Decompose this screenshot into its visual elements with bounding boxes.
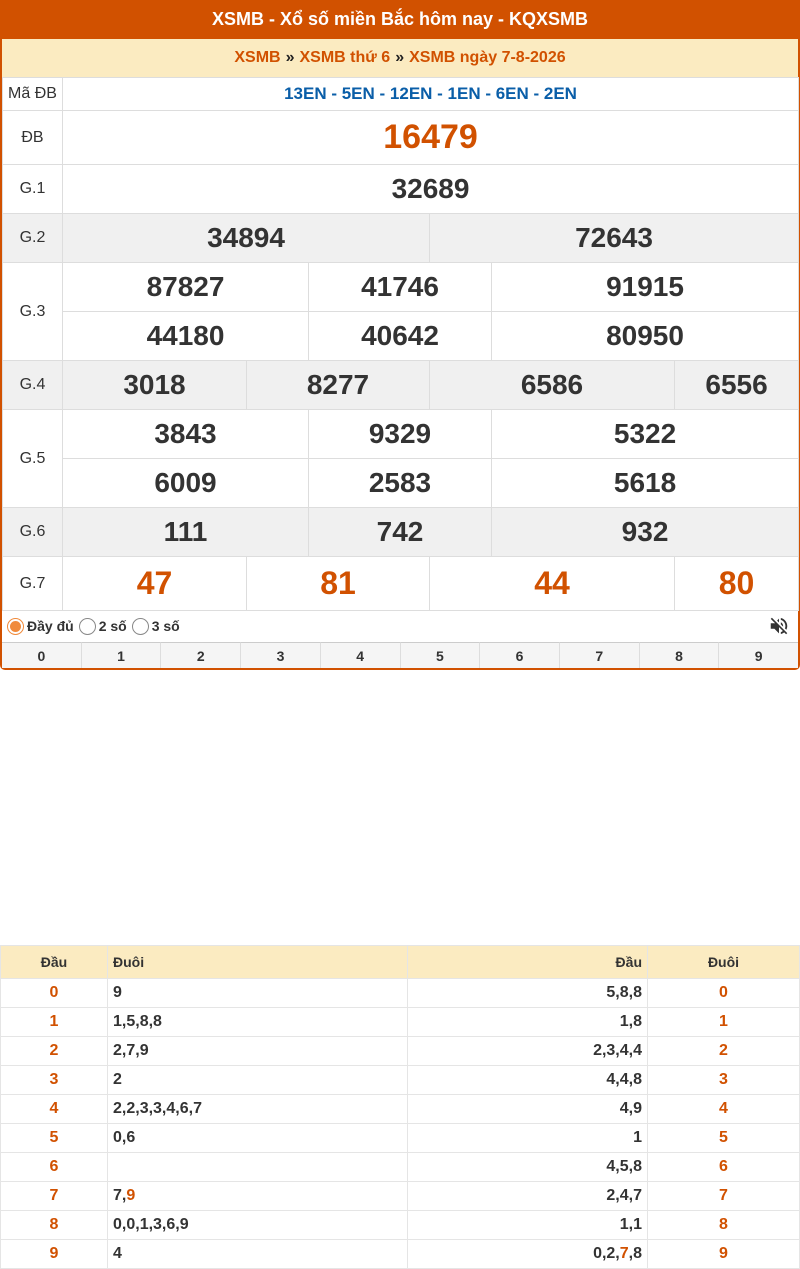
g4-label: G.4	[3, 361, 63, 410]
loto-duoi: 6	[648, 1153, 800, 1182]
digit-button[interactable]: 9	[718, 642, 798, 668]
loto-duoi-cell	[108, 1153, 408, 1182]
g5-label: G.5	[3, 410, 63, 508]
loto-tail-highlight: 9	[126, 1187, 136, 1204]
breadcrumb-xsmb-thu-6[interactable]: XSMB thứ 6	[299, 49, 391, 66]
loto-duoi: 7	[648, 1182, 800, 1211]
g5-value: 5618	[492, 459, 799, 508]
loto-head: 4,4,8	[606, 1071, 642, 1088]
loto-head: 2,4,7	[606, 1187, 642, 1204]
row-g5	[3, 459, 799, 508]
radio-full[interactable]	[7, 618, 24, 635]
loto-dau-cell	[408, 1037, 648, 1066]
ma-db-label: Mã ĐB	[3, 78, 63, 111]
radio-2-digits-label[interactable]: 2 số	[98, 618, 127, 634]
loto-row	[1, 1240, 800, 1269]
loto-dau-cell	[408, 1211, 648, 1240]
loto-dau: 4	[1, 1095, 108, 1124]
page-title: XSMB - Xổ số miền Bắc hôm nay - KQXSMB	[0, 0, 800, 39]
g5-value: 2583	[309, 459, 492, 508]
loto-dau-cell	[408, 1095, 648, 1124]
loto-head: 5,8,8	[606, 984, 642, 1001]
loto-tail: 9	[113, 984, 122, 1001]
g3-value: 40642	[309, 312, 492, 361]
row-db	[3, 111, 799, 165]
db-label: ĐB	[3, 111, 63, 165]
loto-duoi-cell	[108, 1182, 408, 1211]
row-g4	[3, 361, 799, 410]
display-options	[2, 610, 798, 642]
row-g7	[3, 557, 799, 611]
loto-dau-cell	[408, 1124, 648, 1153]
loto-duoi-cell	[108, 1211, 408, 1240]
loto-duoi: 8	[648, 1211, 800, 1240]
g5-value: 5322	[492, 410, 799, 459]
loto-dau-cell	[408, 1240, 648, 1269]
loto-tail: 7,	[113, 1187, 127, 1204]
loto-dau-cell	[408, 1008, 648, 1037]
mute-icon[interactable]	[768, 615, 790, 637]
digit-filter	[2, 642, 798, 668]
g5-value: 9329	[309, 410, 492, 459]
loto-dau-cell	[408, 979, 648, 1008]
loto-dau: 5	[1, 1124, 108, 1153]
loto-duoi-cell	[108, 1240, 408, 1269]
digit-button[interactable]: 3	[240, 642, 320, 668]
loto-tail: 2,7,9	[113, 1042, 149, 1059]
g2-value: 72643	[430, 214, 799, 263]
loto-duoi: 0	[648, 979, 800, 1008]
loto-row	[1, 1095, 800, 1124]
loto-duoi-cell	[108, 1095, 408, 1124]
g2-value: 34894	[63, 214, 430, 263]
loto-row	[1, 1066, 800, 1095]
loto-tail: 1,5,8,8	[113, 1013, 162, 1030]
g6-value: 111	[63, 508, 309, 557]
loto-duoi-cell	[108, 1008, 408, 1037]
loto-dau: 9	[1, 1240, 108, 1269]
breadcrumb-separator: »	[395, 49, 405, 66]
loto-head: 2,3,4,4	[593, 1042, 642, 1059]
loto-header	[1, 946, 800, 979]
loto-dau: 8	[1, 1211, 108, 1240]
loto-head: 4,9	[619, 1100, 642, 1117]
g3-value: 44180	[63, 312, 309, 361]
loto-row	[1, 1008, 800, 1037]
loto-row	[1, 1153, 800, 1182]
radio-3-digits[interactable]	[132, 618, 149, 635]
loto-duoi: 1	[648, 1008, 800, 1037]
row-g1	[3, 165, 799, 214]
digit-button[interactable]: 5	[400, 642, 480, 668]
loto-head: 4,5,8	[606, 1158, 642, 1175]
digit-button[interactable]: 0	[2, 642, 81, 668]
g3-value: 91915	[492, 263, 799, 312]
breadcrumb-separator: »	[285, 49, 295, 66]
loto-duoi-cell	[108, 1037, 408, 1066]
row-g2	[3, 214, 799, 263]
header-dau: Đầu	[1, 946, 108, 979]
radio-full-label[interactable]: Đầy đủ	[27, 618, 74, 634]
loto-duoi: 4	[648, 1095, 800, 1124]
row-g3	[3, 312, 799, 361]
g5-value: 6009	[63, 459, 309, 508]
breadcrumb	[2, 39, 798, 77]
header-duoi: Đuôi	[108, 946, 408, 979]
ma-db-value: 13EN - 5EN - 12EN - 1EN - 6EN - 2EN	[63, 78, 799, 111]
loto-duoi: 5	[648, 1124, 800, 1153]
g1-value: 32689	[63, 165, 799, 214]
loto-row	[1, 1182, 800, 1211]
g1-label: G.1	[3, 165, 63, 214]
loto-duoi-cell	[108, 1066, 408, 1095]
loto-tail: 2,2,3,3,4,6,7	[113, 1100, 202, 1117]
loto-duoi-cell	[108, 979, 408, 1008]
digit-button[interactable]: 1	[81, 642, 161, 668]
loto-duoi: 9	[648, 1240, 800, 1269]
g4-value: 6586	[430, 361, 675, 410]
g3-value: 87827	[63, 263, 309, 312]
digit-button[interactable]: 8	[639, 642, 719, 668]
g7-value: 81	[247, 557, 430, 611]
breadcrumb-xsmb-date[interactable]: XSMB ngày 7-8-2026	[409, 49, 566, 66]
g7-value: 44	[430, 557, 675, 611]
g6-label: G.6	[3, 508, 63, 557]
digit-button[interactable]: 6	[479, 642, 559, 668]
row-g3	[3, 263, 799, 312]
loto-dau-cell	[408, 1066, 648, 1095]
g3-label: G.3	[3, 263, 63, 361]
g7-value: 47	[63, 557, 247, 611]
loto-row	[1, 1037, 800, 1066]
loto-head: ,8	[628, 1245, 642, 1262]
g7-value: 80	[675, 557, 799, 611]
loto-dau-cell	[408, 1182, 648, 1211]
row-g5	[3, 410, 799, 459]
row-g6	[3, 508, 799, 557]
loto-tail: 0,6	[113, 1129, 136, 1146]
loto-dau-cell	[408, 1153, 648, 1182]
loto-tail: 2	[113, 1071, 122, 1088]
loto-duoi-cell	[108, 1124, 408, 1153]
loto-tail: 0,0,1,3,6,9	[113, 1216, 189, 1233]
loto-head: 1	[633, 1129, 642, 1146]
g4-value: 3018	[63, 361, 247, 410]
loto-dau: 1	[1, 1008, 108, 1037]
loto-dau: 6	[1, 1153, 108, 1182]
digit-button[interactable]: 4	[320, 642, 400, 668]
loto-duoi: 3	[648, 1066, 800, 1095]
loto-row	[1, 1124, 800, 1153]
loto-tail: 4	[113, 1245, 122, 1262]
g5-value: 3843	[63, 410, 309, 459]
loto-head: 0,2,	[593, 1245, 620, 1262]
digit-button[interactable]: 7	[559, 642, 639, 668]
db-value: 16479	[63, 111, 799, 165]
loto-table	[0, 945, 800, 1269]
loto-row	[1, 1211, 800, 1240]
results-table	[2, 77, 799, 611]
g4-value: 6556	[675, 361, 799, 410]
loto-duoi: 2	[648, 1037, 800, 1066]
header-dau: Đầu	[408, 946, 648, 979]
row-ma-db	[3, 78, 799, 111]
loto-head: 1,1	[619, 1216, 642, 1233]
loto-row	[1, 979, 800, 1008]
loto-dau: 3	[1, 1066, 108, 1095]
g7-label: G.7	[3, 557, 63, 611]
loto-dau: 7	[1, 1182, 108, 1211]
g2-label: G.2	[3, 214, 63, 263]
g4-value: 8277	[247, 361, 430, 410]
radio-2-digits[interactable]	[79, 618, 96, 635]
loto-dau: 0	[1, 979, 108, 1008]
radio-3-digits-label[interactable]: 3 số	[151, 618, 180, 634]
loto-dau: 2	[1, 1037, 108, 1066]
loto-head: 1,8	[619, 1013, 642, 1030]
g3-value: 80950	[492, 312, 799, 361]
g6-value: 932	[492, 508, 799, 557]
breadcrumb-xsmb[interactable]: XSMB	[234, 49, 281, 66]
digit-button[interactable]: 2	[160, 642, 240, 668]
header-duoi: Đuôi	[648, 946, 800, 979]
g3-value: 41746	[309, 263, 492, 312]
loto-head-highlight: 7	[619, 1245, 629, 1262]
g6-value: 742	[309, 508, 492, 557]
